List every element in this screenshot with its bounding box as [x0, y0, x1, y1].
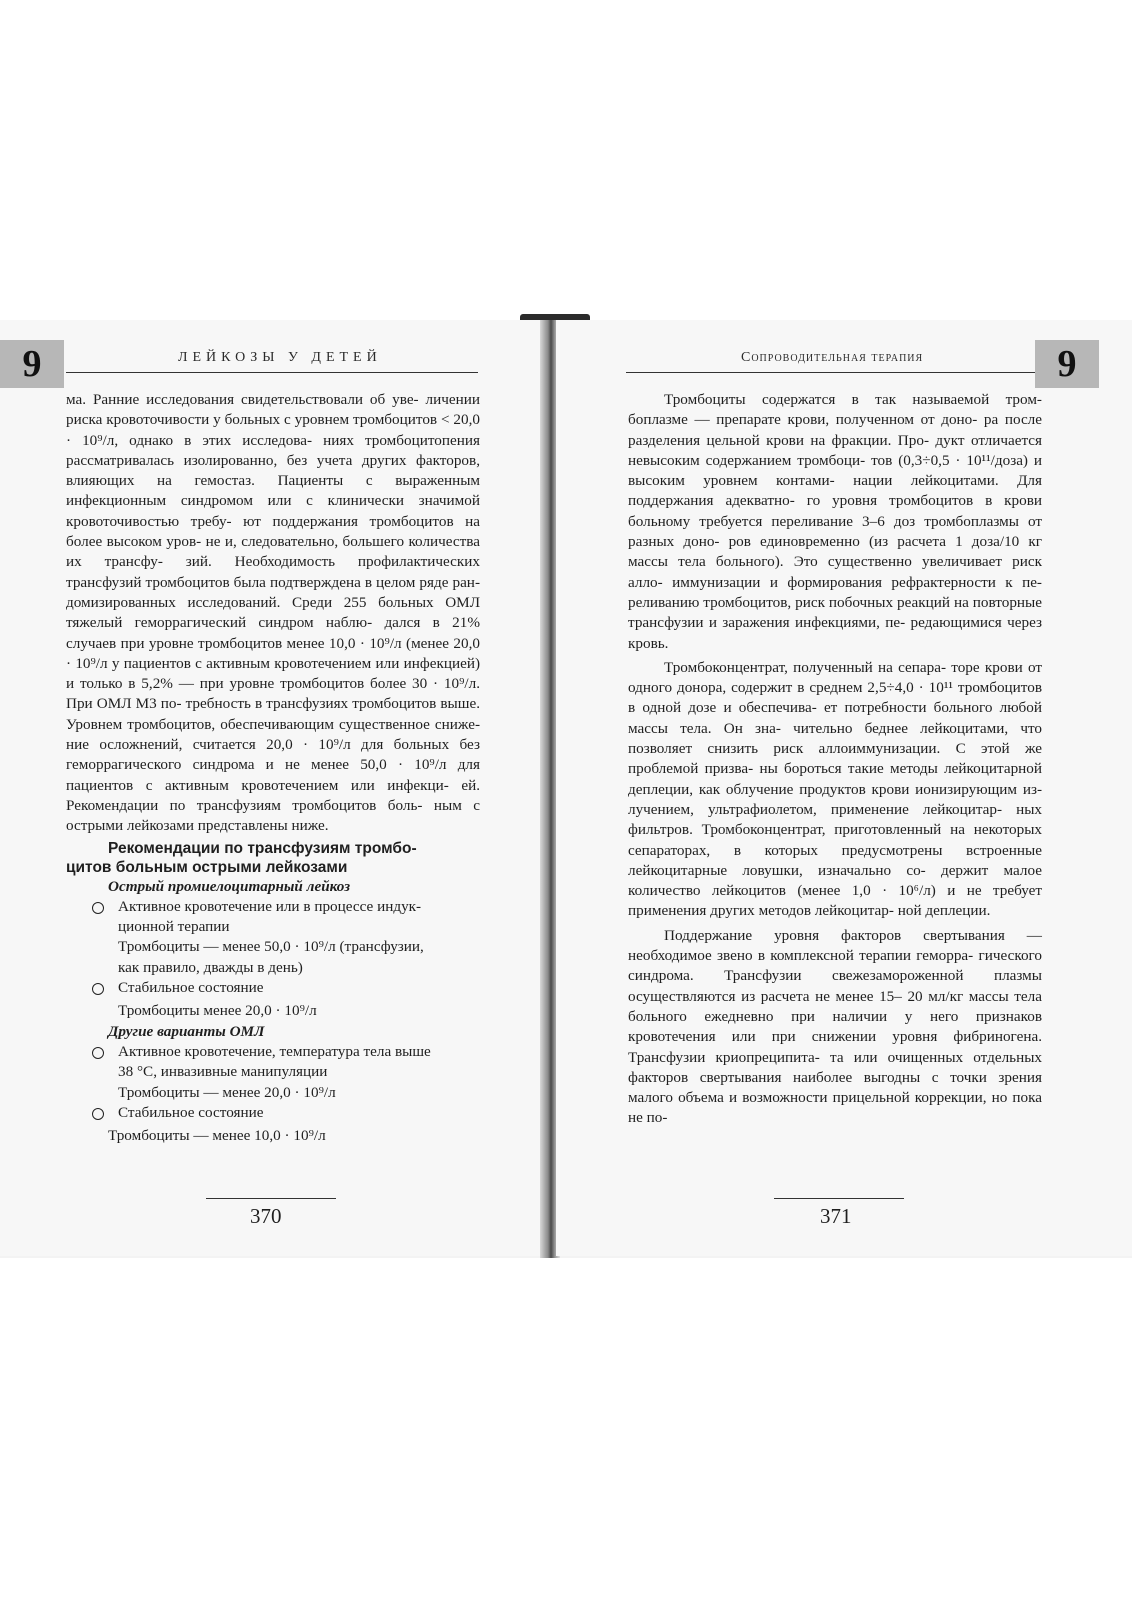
text-line: уровня фибриногена. Трансфузии криопреципита-	[628, 1028, 1042, 1066]
text-line: у него признаков кровотечения или при снижении	[628, 1007, 1043, 1046]
text-line: плазмы осуществляются из расчета не менее 15–	[628, 967, 1042, 1005]
text-line: ных фильтров. Тромбоконцентрат, приготовленный	[628, 800, 1043, 839]
text-line: и не требует применения других методов лейкоцитар-	[628, 882, 1043, 920]
text-line: ров единовременно (из расчета 1 доза/10 кг массы тела	[628, 533, 1042, 571]
text-line: дался в 21% случаев при уровне тромбоцитов менее	[66, 614, 480, 652]
text-line: 10,0 · 10⁹/л (менее 20,0 · 10⁹/л у пациентов с активным	[66, 634, 481, 672]
chapter-tab: 9	[0, 340, 64, 388]
item-value: Тромбоциты менее 20,0 · 10⁹/л	[118, 1002, 317, 1020]
text-line: пациентов с активным кровотечением или инфекци-	[66, 776, 449, 794]
text-line: тромбоцитов < 20,0 · 10⁹/л, однако в этих исследова-	[66, 411, 480, 449]
text-line: иммунизации и формирования рефрактерности к пе-	[672, 573, 1042, 591]
text-line: личении риска кровоточивости у больных с уровнем	[66, 391, 481, 429]
text-line: ным с острыми лейкозами представлены ниже.	[66, 796, 481, 835]
running-head: Сопроводительная терапия	[741, 350, 924, 365]
left-page	[0, 320, 545, 1256]
text-line: реливанию тромбоцитов, риск побочных реакций на	[628, 593, 969, 611]
item-text: Стабильное состояние	[118, 1103, 264, 1121]
text-line: ей. Рекомендации по трансфузиям тромбоцитов боль-	[66, 776, 481, 814]
text-line: риск аллоиммунизации. С этой же проблемой призва-	[628, 740, 1042, 778]
text-line: домизированных исследований. Среди 255 больных	[66, 593, 434, 611]
item-text: Активное кровотечение или в процессе индук-	[118, 897, 422, 915]
recommendations-heading	[66, 839, 480, 877]
heading-line: цитов больным острыми лейкозами	[66, 858, 348, 876]
text-line: больного). Это существенно увеличивает риск алло-	[628, 553, 1042, 591]
text-line: или с клинически значимой кровоточивостью требу-	[66, 492, 480, 530]
item-text: Стабильное состояние	[118, 979, 264, 997]
body-paragraph	[628, 390, 1042, 654]
folio-rule	[774, 1198, 904, 1199]
text-line: уровне тромбоцитов более 30 · 10⁹/л. При ОМЛ М3 по-	[66, 675, 480, 713]
book-spread	[0, 320, 1132, 1258]
text-line: 20 мл/кг массы тела больного ежедневно при наличии	[628, 987, 1042, 1025]
page-number: 371	[820, 1204, 852, 1228]
text-line: без учета других факторов, влияющих на гемостаз.	[66, 451, 480, 490]
page-number: 370	[250, 1204, 282, 1228]
text-line: не и, следовательно, большего количества их трансфу-	[66, 533, 480, 571]
header-rule	[66, 372, 478, 373]
text-line: та или очищенных отдельных факторов свертывания	[628, 1048, 1043, 1086]
text-line: чительно беднее лейкоцитами, что позволяет снизить	[628, 719, 1042, 758]
list-item	[66, 1042, 480, 1083]
item-text: ционной терапии	[118, 918, 230, 936]
item-text: 38 °С, инвазивные манипуляции	[118, 1063, 328, 1081]
text-line: Поддержание уровня факторов свертывания —	[664, 926, 1042, 944]
text-line: 2,5÷4,0 · 10¹¹ тромбоцитов в одной дозе и обеспечива-	[628, 679, 1043, 717]
text-line: держит малое количество лейкоцитов (менее 1,0 · 10⁶/л)	[628, 861, 1042, 900]
text-line: ра после разделения цельной крови на фракции. Про-	[628, 411, 1043, 449]
text-line: ма. Ранние исследования свидетельствовали об уве-	[66, 391, 419, 408]
text-line: тромбоцитов, обеспечивающим существенное сниже-	[127, 715, 481, 733]
list-item	[66, 897, 480, 938]
text-line: редающимися через кровь.	[628, 614, 1043, 652]
chapter-tab: 9	[1035, 340, 1099, 388]
text-line: Тромбоциты содержатся в так называемой тром-	[664, 391, 1042, 408]
item-text: Активное кровотечение, температура тела выше	[118, 1042, 431, 1060]
text-line: ет потребности больного любой массы тела. Он зна-	[628, 699, 1042, 737]
text-line: нации лейкоцитами. Для поддержания адекватно-	[628, 472, 1043, 510]
text-line: возможности прицельной коррекции, но пока не по-	[628, 1089, 1042, 1127]
text-line: ны бороться такие методы лейкоцитарной деплеции,	[628, 760, 1043, 798]
text-line: ние осложнений, считается 20,0 · 10⁹/л для больных без	[66, 736, 480, 754]
text-line: зий. Необходимость профилактических трансфузий	[66, 553, 481, 591]
text-line: Пациенты с выраженным инфекционным синдромом	[66, 472, 481, 510]
folio-rule	[206, 1198, 336, 1199]
text-line: наиболее выгодны с точки зрения малого объема и	[628, 1068, 1042, 1107]
text-line: торе крови от одного донора, содержит в среднем	[628, 658, 1042, 697]
text-line: боплазме — препарате крови, полученном от доно-	[628, 411, 978, 429]
text-line: лучением, ультрафиолетом, применение лейкоцитар-	[628, 800, 1003, 818]
header-rule	[626, 372, 1038, 373]
item-value: Тромбоциты — менее 50,0 · 10⁹/л (трансфузии,	[118, 938, 424, 956]
body-paragraph	[66, 390, 480, 837]
category-title: Острый промиелоцитарный лейкоз	[108, 877, 351, 895]
circle-bullet-icon	[66, 1042, 118, 1083]
circle-bullet-icon	[66, 897, 118, 938]
text-line: требность в трансфузиях тромбоцитов выше. Уровнем	[66, 695, 480, 733]
text-line: ют поддержания тромбоцитов на более высоком уров-	[66, 512, 481, 551]
text-line: тов (0,3÷0,5 · 10¹¹/доза) и высоким уровнем контами-	[628, 451, 1042, 490]
circle-bullet-icon	[66, 978, 118, 1001]
body-paragraph	[628, 926, 1042, 1129]
text-line: переливание 3–6 доз тромбоплазмы от разных доно-	[628, 512, 1042, 551]
right-page	[556, 320, 1132, 1256]
heading-line: Рекомендации по трансфузиям тромбо-	[108, 839, 417, 857]
text-line: на некоторых сепараторах, в которых предусмотрены	[628, 821, 1042, 859]
text-line: Тромбоконцентрат, полученный на сепара-	[664, 658, 947, 676]
text-line: дукт отличается невысоким содержанием тромбоци-	[628, 431, 1042, 469]
text-line: гического синдрома. Трансфузии свежезамороженной	[628, 947, 1042, 985]
text-line: кровотечением или инфекцией) и только в 5,2% — при	[66, 654, 480, 693]
text-line: ОМЛ тяжелый геморрагический синдром наблю-	[66, 593, 480, 632]
list-item	[66, 1103, 480, 1126]
left-text-block	[66, 390, 480, 1146]
text-line: как облучение продуктов крови ионизирующим из-	[698, 780, 1043, 798]
running-head: ЛЕЙКОЗЫ У ДЕТЕЙ	[178, 350, 382, 365]
item-value: Тромбоциты — менее 20,0 · 10⁹/л	[118, 1083, 336, 1101]
text-line: го уровня тромбоцитов в крови больному требуется	[628, 492, 1043, 530]
right-text-block	[628, 390, 1042, 1129]
text-line: встроенные лейкоцитарные ловушки, изначально со-	[628, 841, 1042, 879]
item-value: как правило, дважды в день)	[118, 958, 303, 976]
circle-bullet-icon	[66, 1103, 118, 1126]
text-line: тромбоцитов была подтверждена в целом ряде ран-	[145, 573, 480, 591]
category-title: Другие варианты ОМЛ	[108, 1022, 265, 1040]
text-line: ниях тромбоцитопения рассматривалась изолированно,	[66, 431, 480, 469]
item-value: Тромбоциты — менее 10,0 · 10⁹/л	[108, 1127, 326, 1145]
list-item	[66, 978, 480, 1001]
text-line: ной деплеции.	[897, 902, 991, 920]
text-line: повторные трансфузии и заражения инфекциями, пе-	[628, 593, 1042, 632]
text-line: необходимое звено в комплексной терапии геморра-	[628, 947, 974, 965]
text-line: геморрагического синдрома и не менее 50,0 · 10⁹/л для	[66, 756, 480, 774]
body-paragraph	[628, 658, 1042, 922]
